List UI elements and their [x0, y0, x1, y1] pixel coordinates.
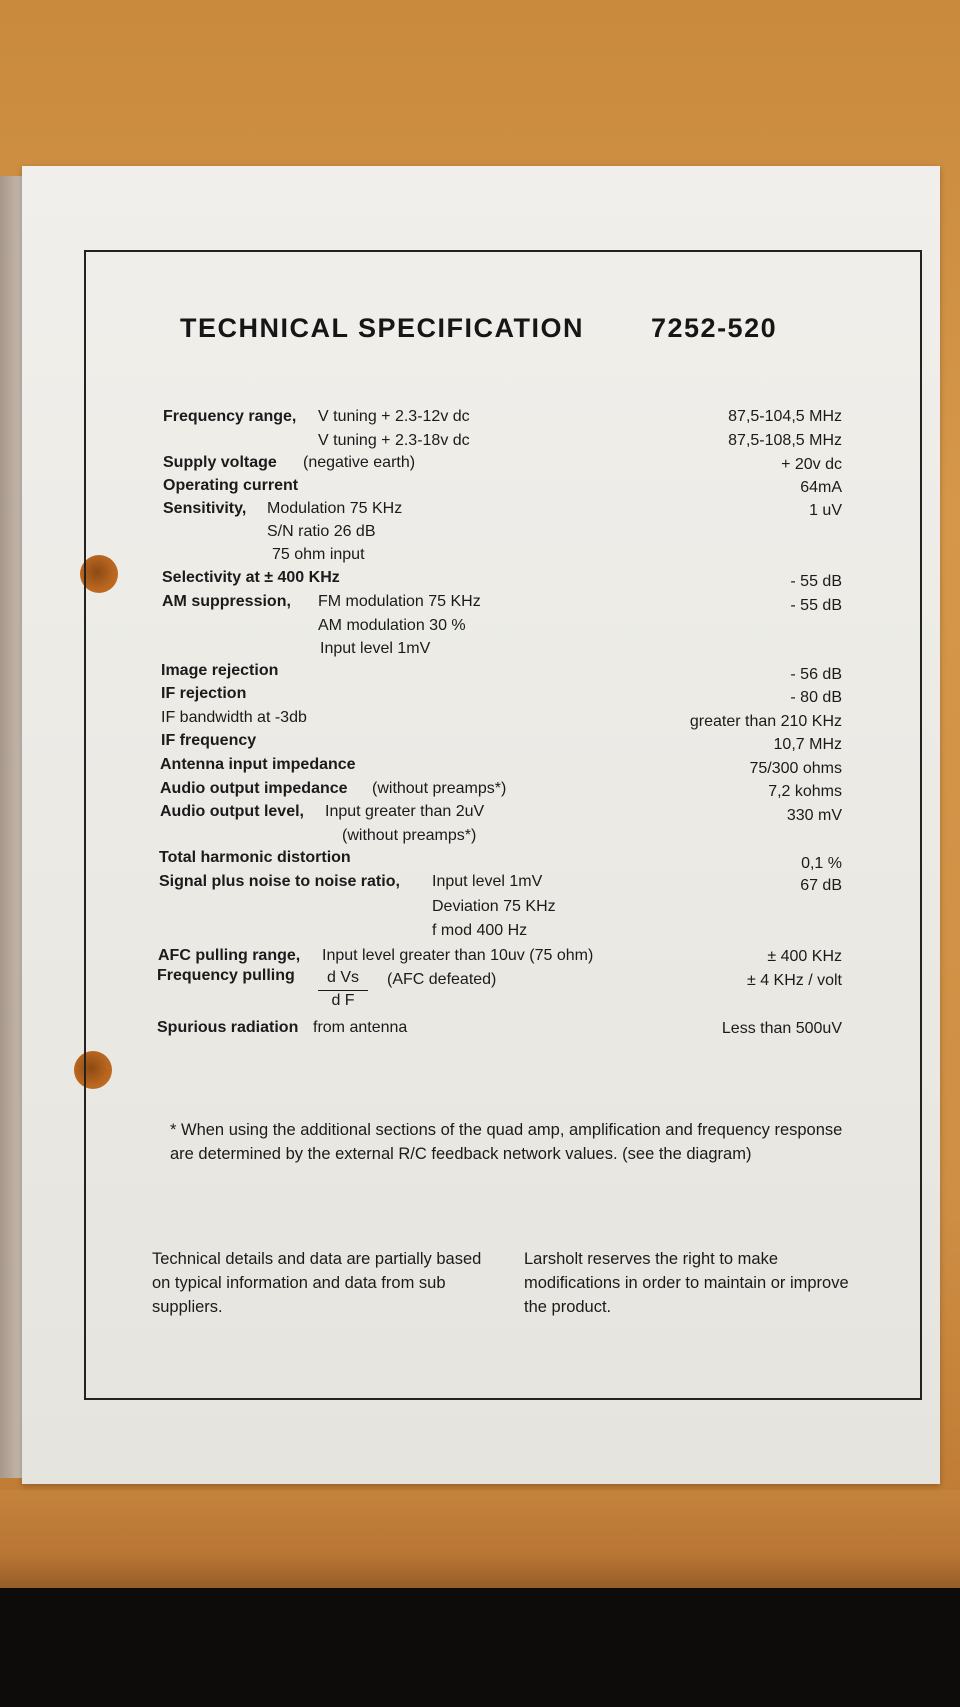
spec-detail: Input greater than 2uV	[325, 803, 485, 820]
spec-value: 10,7 MHz	[773, 736, 842, 753]
spec-detail: Input level greater than 10uv (75 ohm)	[322, 947, 594, 964]
spec-value: 1 uV	[809, 502, 842, 519]
spec-detail: AM modulation 30 %	[318, 617, 466, 634]
spec-value: ± 400 KHz	[767, 948, 842, 965]
spec-value: - 55 dB	[790, 573, 842, 590]
spec-row: Sensitivity,	[163, 500, 247, 517]
spec-row: Total harmonic distortion	[159, 849, 351, 866]
spec-row: Frequency pulling	[157, 967, 295, 984]
spec-detail: 75 ohm input	[272, 546, 365, 563]
spec-row: IF bandwidth at -3db	[161, 709, 307, 726]
spec-detail: Input level 1mV	[320, 640, 431, 657]
spec-detail: Deviation 75 KHz	[432, 898, 556, 915]
model-number: 7252-520	[651, 313, 778, 343]
spec-row: Audio output level,	[160, 803, 304, 820]
table-surface	[0, 1490, 960, 1600]
footnote: * When using the additional sections of the quad amp, amplification and frequency response are determined by the external R/C feedback network values. (see the diagram)	[170, 1121, 843, 1163]
spec-value: - 80 dB	[790, 689, 842, 706]
spec-detail: Modulation 75 KHz	[267, 500, 403, 517]
spec-value: 87,5-104,5 MHz	[728, 408, 842, 425]
spec-detail: (negative earth)	[303, 454, 416, 471]
spec-row: Selectivity at ± 400 KHz	[162, 569, 340, 586]
spec-value: ± 4 KHz / volt	[746, 972, 842, 989]
spec-value: 75/300 ohms	[749, 760, 842, 777]
page-title: TECHNICAL SPECIFICATION	[180, 313, 585, 343]
spec-detail: V tuning + 2.3-18v dc	[318, 432, 470, 449]
spec-value: 64mA	[800, 479, 842, 496]
spec-row: Spurious radiation	[157, 1019, 299, 1036]
spec-detail: (AFC defeated)	[387, 971, 497, 988]
spec-row: IF rejection	[161, 685, 247, 702]
spec-value: - 56 dB	[790, 666, 842, 683]
spec-detail: from antenna	[313, 1019, 408, 1036]
spec-detail: Input level 1mV	[432, 873, 543, 890]
spec-value: Less than 500uV	[721, 1020, 842, 1037]
spec-value: 67 dB	[800, 877, 842, 894]
spec-value: 330 mV	[786, 807, 842, 824]
fraction-denominator: d F	[331, 992, 355, 1009]
spec-row: AM suppression,	[162, 593, 291, 610]
spec-value: - 55 dB	[790, 597, 842, 614]
spec-row: IF frequency	[161, 732, 257, 749]
spec-row: Operating current	[163, 477, 299, 494]
spec-row: Frequency range,	[163, 408, 297, 425]
spec-value: 7,2 kohms	[768, 783, 842, 800]
spec-detail: f mod 400 Hz	[432, 922, 528, 939]
spec-value: + 20v dc	[781, 456, 842, 473]
fraction-dvs-df	[318, 968, 368, 1011]
spec-row: Audio output impedance	[160, 780, 348, 797]
spec-detail: S/N ratio 26 dB	[267, 523, 376, 540]
spec-detail: (without preamps*)	[372, 780, 507, 797]
spec-value: greater than 210 KHz	[689, 713, 842, 730]
footer-disclaimer-left: Technical details and data are partially based on typical information and data from sub suppliers.	[152, 1250, 482, 1316]
spec-detail: V tuning + 2.3-12v dc	[318, 408, 470, 425]
spec-row: Supply voltage	[163, 454, 277, 471]
fraction-numerator: d Vs	[318, 968, 368, 991]
spec-value: 0,1 %	[801, 855, 842, 872]
spec-row: Signal plus noise to noise ratio,	[159, 873, 400, 890]
spec-row: Antenna input impedance	[160, 756, 356, 773]
spec-detail: (without preamps*)	[342, 827, 477, 844]
spec-row: AFC pulling range,	[158, 947, 301, 964]
spec-value: 87,5-108,5 MHz	[728, 432, 842, 449]
spec-row: Image rejection	[161, 662, 279, 679]
dark-floor	[0, 1588, 960, 1707]
spec-detail: FM modulation 75 KHz	[318, 593, 481, 610]
footer-disclaimer-right: Larsholt reserves the right to make modifications in order to maintain or improve the product.	[524, 1250, 849, 1316]
